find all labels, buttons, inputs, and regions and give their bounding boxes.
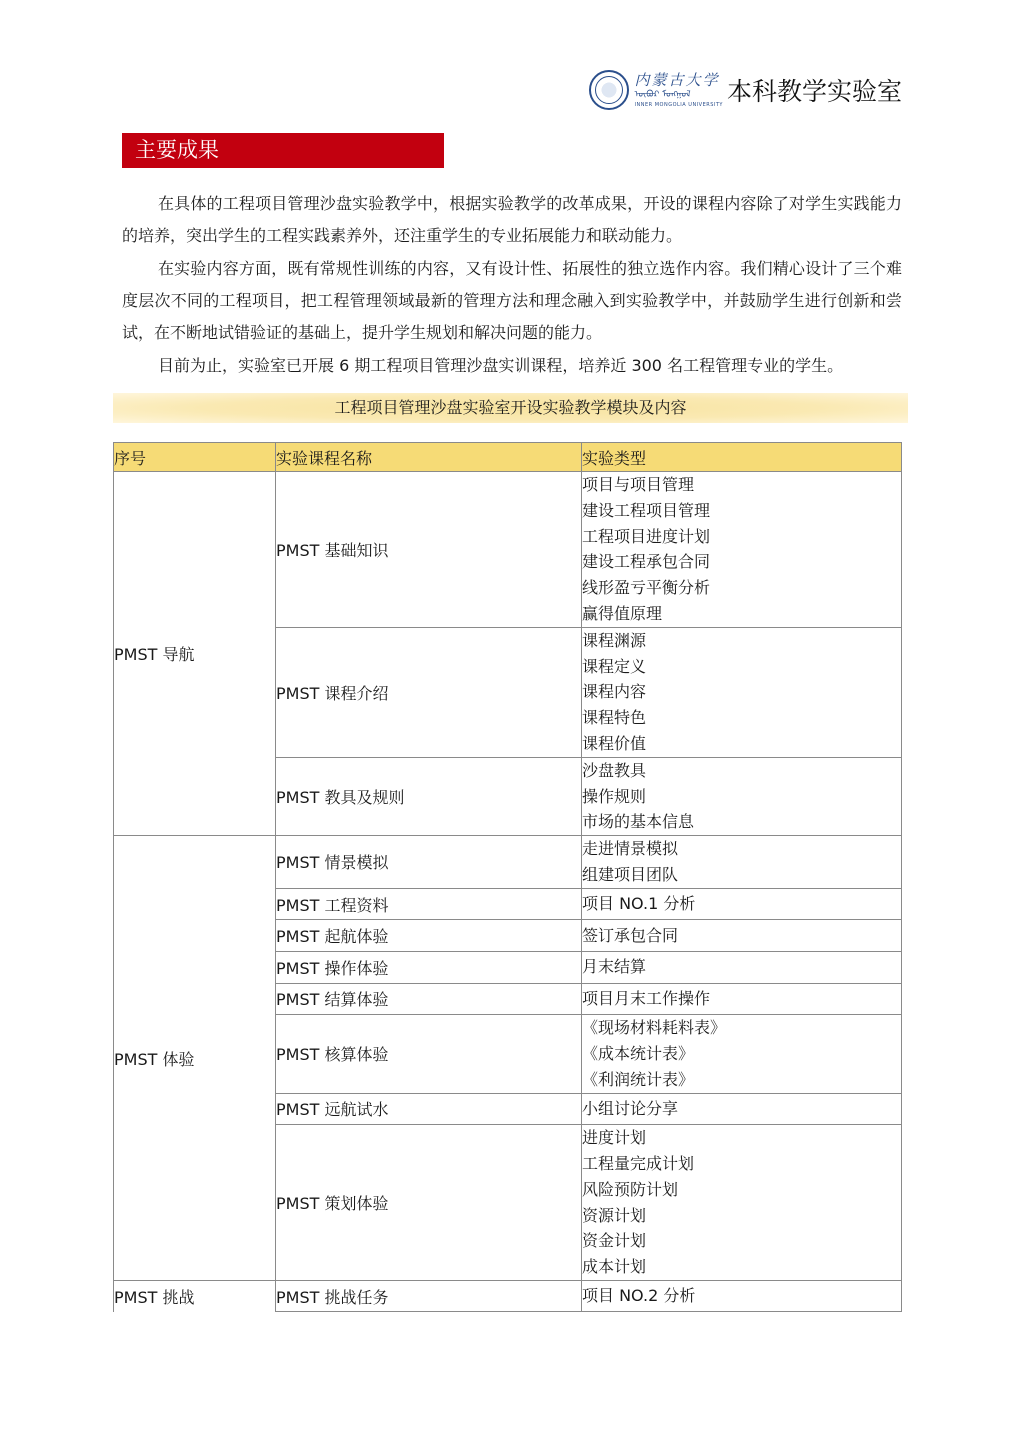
module-name: PMST 导航 — [114, 472, 276, 836]
course-name: PMST 结算体验 — [276, 983, 582, 1015]
experiment-types — [582, 983, 902, 1015]
experiment-type-item: 项目与项目管理 — [582, 475, 695, 494]
experiment-type-item: 工程项目进度计划 — [582, 526, 711, 546]
experiment-type-item: 成本计划 — [582, 1257, 647, 1277]
experiment-type-item: 《现场材料耗料表》 — [582, 1018, 727, 1038]
experiment-type-item: 课程定义 — [582, 656, 647, 676]
experiment-types — [582, 472, 902, 628]
course-name: PMST 操作体验 — [276, 951, 582, 983]
course-name: PMST 核算体验 — [276, 1015, 582, 1093]
course-name: PMST 起航体验 — [276, 920, 582, 952]
experiment-types — [582, 951, 902, 983]
module-name: PMST 挑战 — [114, 1280, 276, 1312]
experiment-type-item: 项目月末工作操作 — [582, 988, 711, 1008]
course-name: PMST 课程介绍 — [276, 627, 582, 757]
experiment-type-item: 风险预防计划 — [582, 1179, 679, 1199]
experiment-type-item: 进度计划 — [582, 1128, 647, 1148]
experiment-type-item: 操作规则 — [582, 786, 647, 806]
experiment-type-item: 《利润统计表》 — [582, 1069, 695, 1089]
experiment-type-item: 月末结算 — [582, 957, 647, 977]
experiment-type-item: 资源计划 — [582, 1205, 647, 1225]
experiment-type-item: 课程价值 — [582, 733, 647, 753]
paragraph-content: 在实验内容方面，既有常规性训练的内容，又有设计性、拓展性的独立选作内容。我们精心设计了三个难度层次不同的工程项目，把工程管理领域最新的管理方法和理念融入到实验教学中，并鼓励学生进行创新和尝试，在不断地试错验证的基础上，提升学生规划和解决问题的能力。 — [122, 259, 902, 342]
experiment-type-item: 项目 NO.2 分析 — [582, 1286, 696, 1306]
paragraph-summary: 目前为止，实验室已开展 6 期工程项目管理沙盘实训课程，培养近 300 名工程管理专业的学生。 — [158, 356, 844, 375]
university-seal-icon — [589, 70, 629, 110]
experiment-types — [582, 920, 902, 952]
experiment-type-item: 线形盈亏平衡分析 — [582, 578, 711, 598]
table-body — [114, 472, 902, 1312]
table-row — [114, 836, 902, 889]
header-index: 序号 — [114, 443, 276, 472]
course-name: PMST 远航试水 — [276, 1093, 582, 1125]
experiment-type-item: 资金计划 — [582, 1231, 647, 1251]
logo-mongolian-name: ᠦᠪᠦᠷ ᠮᠣᠩᠭᠣᠯ — [634, 89, 691, 100]
course-name: PMST 工程资料 — [276, 888, 582, 920]
experiment-type-item: 项目 NO.1 分析 — [582, 894, 696, 914]
experiment-types — [582, 757, 902, 835]
experiment-type-item: 小组讨论分享 — [582, 1098, 679, 1118]
section-title: 主要成果 — [122, 133, 444, 168]
experiment-types — [582, 1280, 902, 1312]
module-name: PMST 体验 — [114, 836, 276, 1281]
course-name: PMST 策划体验 — [276, 1125, 582, 1281]
table-header-row — [114, 443, 902, 472]
experiment-types — [582, 836, 902, 889]
experiment-type-item: 沙盘教具 — [582, 760, 647, 780]
table-row — [114, 1280, 902, 1312]
university-logo — [634, 70, 723, 108]
course-name: PMST 教具及规则 — [276, 757, 582, 835]
experiment-types — [582, 888, 902, 920]
experiment-type-item: 组建项目团队 — [582, 864, 679, 884]
course-name: PMST 基础知识 — [276, 472, 582, 628]
experiment-type-item: 课程内容 — [582, 682, 647, 702]
logo-english-name: INNER MONGOLIA UNIVERSITY — [634, 101, 723, 108]
experiment-type-item: 建设工程项目管理 — [582, 500, 711, 520]
paragraph-intro: 在具体的工程项目管理沙盘实验教学中，根据实验教学的改革成果，开设的课程内容除了对学生实践能力的培养，突出学生的工程实践素养外，还注重学生的专业拓展能力和联动能力。 — [122, 194, 902, 245]
experiment-type-item: 《成本统计表》 — [582, 1043, 695, 1063]
experiment-type-item: 走进情景模拟 — [582, 839, 679, 859]
experiment-type-item: 市场的基本信息 — [582, 812, 695, 832]
header-experiment-type: 实验类型 — [582, 443, 902, 472]
experiment-type-item: 签订承包合同 — [582, 925, 679, 945]
experiment-type-item: 建设工程承包合同 — [582, 552, 711, 572]
experiment-types — [582, 1125, 902, 1281]
experiment-type-item: 工程量完成计划 — [582, 1153, 695, 1173]
experiment-types — [582, 1093, 902, 1125]
experiment-type-item: 赢得值原理 — [582, 603, 663, 623]
experiment-type-item: 课程特色 — [582, 708, 647, 728]
page-header — [589, 70, 902, 110]
logo-chinese-name: 内蒙古大学 — [634, 70, 720, 89]
experiment-type-item: 课程渊源 — [582, 630, 647, 650]
table-row — [114, 472, 902, 628]
modules-table — [113, 442, 902, 1312]
experiment-types — [582, 1015, 902, 1093]
course-name: PMST 情景模拟 — [276, 836, 582, 889]
header-course-name: 实验课程名称 — [276, 443, 582, 472]
table-caption: 工程项目管理沙盘实验室开设实验教学模块及内容 — [113, 393, 908, 423]
experiment-types — [582, 627, 902, 757]
header-title: 本科教学实验室 — [726, 77, 902, 106]
course-name: PMST 挑战任务 — [276, 1280, 582, 1312]
